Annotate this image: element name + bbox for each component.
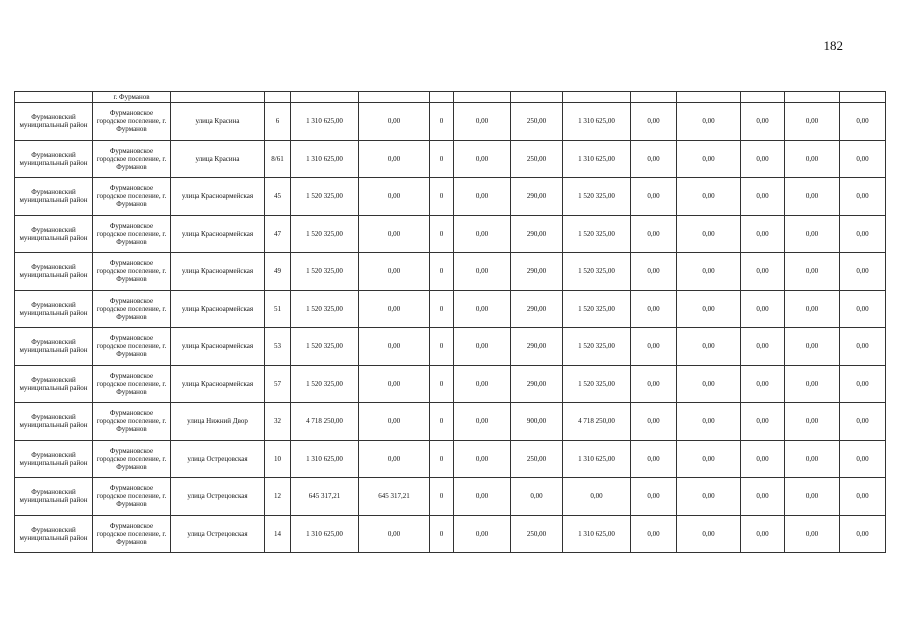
cell-c3: 0 — [430, 215, 454, 253]
cell-c8: 0,00 — [677, 328, 741, 366]
cell-street: улица Красноармейская — [171, 215, 265, 253]
cell-c3: 0 — [430, 290, 454, 328]
cell-c4: 0,00 — [454, 178, 511, 216]
table-row — [15, 215, 886, 253]
cell-street: улица Красноармейская — [171, 328, 265, 366]
cell-c3: 0 — [430, 478, 454, 516]
cell-c10: 0,00 — [785, 178, 840, 216]
cell-c10: 0,00 — [785, 253, 840, 291]
register-table — [14, 91, 886, 553]
cell-settlement: Фурмановское городское поселение, г. Фурманов — [93, 440, 171, 478]
cell-c5: 290,00 — [511, 328, 563, 366]
cell-district: Фурмановский муниципальный район — [15, 365, 93, 403]
cell-c10: 0,00 — [785, 365, 840, 403]
cell-c7: 0,00 — [631, 365, 677, 403]
cell-street: улица Нижний Двор — [171, 403, 265, 441]
cell-settlement: Фурмановское городское поселение, г. Фурманов — [93, 215, 171, 253]
table-row — [15, 440, 886, 478]
cell-c8: 0,00 — [677, 440, 741, 478]
cell-district: Фурмановский муниципальный район — [15, 178, 93, 216]
cell-c3: 0 — [430, 103, 454, 141]
cell-district: Фурмановский муниципальный район — [15, 403, 93, 441]
cell-street: улица Красина — [171, 103, 265, 141]
cell-c8: 0,00 — [677, 515, 741, 553]
cell-c6: 1 310 625,00 — [563, 440, 631, 478]
cell-c4: 0,00 — [454, 253, 511, 291]
cell-c4: 0,00 — [454, 103, 511, 141]
cell-c5: 250,00 — [511, 515, 563, 553]
cell-c9: 0,00 — [741, 290, 785, 328]
cell-settlement: Фурмановское городское поселение, г. Фурманов — [93, 365, 171, 403]
cell-c10: 0,00 — [785, 103, 840, 141]
cell-c11: 0,00 — [840, 215, 886, 253]
cell-settlement: Фурмановское городское поселение, г. Фурманов — [93, 403, 171, 441]
cell-district: Фурмановский муниципальный район — [15, 478, 93, 516]
cell-house: 53 — [265, 328, 291, 366]
cell-c11: 0,00 — [840, 515, 886, 553]
cell-settlement: Фурмановское городское поселение, г. Фурманов — [93, 103, 171, 141]
cell-c6: 1 520 325,00 — [563, 365, 631, 403]
cell-c3: 0 — [430, 440, 454, 478]
cell-empty — [15, 92, 93, 103]
cell-settlement: Фурмановское городское поселение, г. Фурманов — [93, 253, 171, 291]
cell-c8: 0,00 — [677, 403, 741, 441]
cell-house: 6 — [265, 103, 291, 141]
cell-c9: 0,00 — [741, 215, 785, 253]
cell-c5: 290,00 — [511, 365, 563, 403]
cell-c2: 0,00 — [359, 440, 430, 478]
cell-c10: 0,00 — [785, 403, 840, 441]
cell-c5: 290,00 — [511, 178, 563, 216]
cell-c3: 0 — [430, 140, 454, 178]
table-row — [15, 178, 886, 216]
cell-street: улица Красноармейская — [171, 365, 265, 403]
cell-c2: 0,00 — [359, 178, 430, 216]
cell-c2: 0,00 — [359, 328, 430, 366]
cell-c10: 0,00 — [785, 328, 840, 366]
cell-c7: 0,00 — [631, 403, 677, 441]
table-row — [15, 515, 886, 553]
cell-c10: 0,00 — [785, 140, 840, 178]
cell-c5: 290,00 — [511, 215, 563, 253]
page-number: 182 — [823, 38, 843, 53]
cell-street: улица Острецовская — [171, 515, 265, 553]
cell-house: 47 — [265, 215, 291, 253]
table-row — [15, 328, 886, 366]
cell-c2: 0,00 — [359, 403, 430, 441]
cell-house: 49 — [265, 253, 291, 291]
cell-c5: 290,00 — [511, 290, 563, 328]
cell-c2: 0,00 — [359, 515, 430, 553]
cell-c4: 0,00 — [454, 515, 511, 553]
cell-c1: 645 317,21 — [291, 478, 359, 516]
cell-c10: 0,00 — [785, 215, 840, 253]
cell-district: Фурмановский муниципальный район — [15, 140, 93, 178]
cell-c11: 0,00 — [840, 478, 886, 516]
cell-c10: 0,00 — [785, 290, 840, 328]
cell-district: Фурмановский муниципальный район — [15, 515, 93, 553]
cell-c2: 0,00 — [359, 365, 430, 403]
cell-c7: 0,00 — [631, 515, 677, 553]
cell-c6: 1 520 325,00 — [563, 178, 631, 216]
cell-district: Фурмановский муниципальный район — [15, 253, 93, 291]
cell-settlement: Фурмановское городское поселение, г. Фурманов — [93, 515, 171, 553]
cell-district: Фурмановский муниципальный район — [15, 103, 93, 141]
cell-c7: 0,00 — [631, 290, 677, 328]
table-body — [15, 92, 886, 553]
cell-c2: 0,00 — [359, 140, 430, 178]
cell-c11: 0,00 — [840, 365, 886, 403]
cell-street: улица Острецовская — [171, 478, 265, 516]
table-row — [15, 103, 886, 141]
cell-c6: 1 310 625,00 — [563, 103, 631, 141]
cell-c1: 1 310 625,00 — [291, 515, 359, 553]
cell-street: улица Острецовская — [171, 440, 265, 478]
cell-c5: 250,00 — [511, 103, 563, 141]
cell-house: 57 — [265, 365, 291, 403]
cell-house: 10 — [265, 440, 291, 478]
cell-c3: 0 — [430, 403, 454, 441]
cell-c1: 1 310 625,00 — [291, 103, 359, 141]
cell-c6: 1 310 625,00 — [563, 515, 631, 553]
table-row — [15, 253, 886, 291]
cell-settlement: г. Фурманов — [93, 92, 171, 103]
cell-house: 14 — [265, 515, 291, 553]
cell-house: 8/61 — [265, 140, 291, 178]
cell-c10: 0,00 — [785, 440, 840, 478]
cell-c4: 0,00 — [454, 290, 511, 328]
cell-c2: 645 317,21 — [359, 478, 430, 516]
cell-c4: 0,00 — [454, 403, 511, 441]
cell-c8: 0,00 — [677, 103, 741, 141]
cell-district: Фурмановский муниципальный район — [15, 440, 93, 478]
cell-c3: 0 — [430, 253, 454, 291]
cell-c1: 1 310 625,00 — [291, 440, 359, 478]
cell-c8: 0,00 — [677, 290, 741, 328]
cell-c6: 1 310 625,00 — [563, 140, 631, 178]
cell-c2: 0,00 — [359, 103, 430, 141]
cell-c10: 0,00 — [785, 478, 840, 516]
cell-c4: 0,00 — [454, 215, 511, 253]
cell-c11: 0,00 — [840, 403, 886, 441]
cell-c4: 0,00 — [454, 328, 511, 366]
cell-c1: 1 520 325,00 — [291, 178, 359, 216]
table-row — [15, 140, 886, 178]
cell-c9: 0,00 — [741, 103, 785, 141]
cell-c5: 250,00 — [511, 140, 563, 178]
cell-c6: 1 520 325,00 — [563, 215, 631, 253]
table-row — [15, 478, 886, 516]
cell-street: улица Красина — [171, 140, 265, 178]
cell-c6: 0,00 — [563, 478, 631, 516]
cell-street: улица Красноармейская — [171, 178, 265, 216]
cell-house: 32 — [265, 403, 291, 441]
cell-c7: 0,00 — [631, 103, 677, 141]
cell-c9: 0,00 — [741, 253, 785, 291]
cell-c6: 1 520 325,00 — [563, 290, 631, 328]
cell-settlement: Фурмановское городское поселение, г. Фурманов — [93, 478, 171, 516]
cell-c11: 0,00 — [840, 178, 886, 216]
cell-c5: 900,00 — [511, 403, 563, 441]
cell-settlement: Фурмановское городское поселение, г. Фурманов — [93, 290, 171, 328]
cell-c11: 0,00 — [840, 290, 886, 328]
cell-c8: 0,00 — [677, 140, 741, 178]
cell-c3: 0 — [430, 515, 454, 553]
cell-c8: 0,00 — [677, 365, 741, 403]
cell-c1: 1 520 325,00 — [291, 365, 359, 403]
cell-district: Фурмановский муниципальный район — [15, 328, 93, 366]
cell-c2: 0,00 — [359, 253, 430, 291]
cell-c9: 0,00 — [741, 178, 785, 216]
cell-c8: 0,00 — [677, 215, 741, 253]
cell-district: Фурмановский муниципальный район — [15, 215, 93, 253]
cell-c8: 0,00 — [677, 478, 741, 516]
cell-c9: 0,00 — [741, 515, 785, 553]
cell-c3: 0 — [430, 178, 454, 216]
cell-c9: 0,00 — [741, 365, 785, 403]
cell-c1: 1 520 325,00 — [291, 290, 359, 328]
cell-c7: 0,00 — [631, 215, 677, 253]
cell-c9: 0,00 — [741, 478, 785, 516]
table-row-continued — [15, 92, 886, 103]
cell-settlement: Фурмановское городское поселение, г. Фурманов — [93, 328, 171, 366]
cell-settlement: Фурмановское городское поселение, г. Фурманов — [93, 140, 171, 178]
cell-c7: 0,00 — [631, 253, 677, 291]
cell-c5: 290,00 — [511, 253, 563, 291]
cell-c10: 0,00 — [785, 515, 840, 553]
table-row — [15, 365, 886, 403]
cell-street: улица Красноармейская — [171, 253, 265, 291]
cell-c1: 1 520 325,00 — [291, 253, 359, 291]
cell-c11: 0,00 — [840, 140, 886, 178]
cell-c7: 0,00 — [631, 478, 677, 516]
cell-house: 51 — [265, 290, 291, 328]
cell-c5: 0,00 — [511, 478, 563, 516]
cell-c1: 4 718 250,00 — [291, 403, 359, 441]
cell-c1: 1 520 325,00 — [291, 215, 359, 253]
cell-c2: 0,00 — [359, 290, 430, 328]
cell-c7: 0,00 — [631, 140, 677, 178]
cell-settlement: Фурмановское городское поселение, г. Фурманов — [93, 178, 171, 216]
cell-house: 12 — [265, 478, 291, 516]
cell-c8: 0,00 — [677, 178, 741, 216]
cell-c7: 0,00 — [631, 178, 677, 216]
cell-c3: 0 — [430, 365, 454, 403]
cell-c4: 0,00 — [454, 140, 511, 178]
cell-district: Фурмановский муниципальный район — [15, 290, 93, 328]
cell-c11: 0,00 — [840, 440, 886, 478]
cell-c4: 0,00 — [454, 440, 511, 478]
cell-c11: 0,00 — [840, 103, 886, 141]
cell-c9: 0,00 — [741, 440, 785, 478]
cell-house: 45 — [265, 178, 291, 216]
cell-c1: 1 310 625,00 — [291, 140, 359, 178]
cell-c8: 0,00 — [677, 253, 741, 291]
cell-c7: 0,00 — [631, 328, 677, 366]
cell-c9: 0,00 — [741, 328, 785, 366]
cell-c6: 1 520 325,00 — [563, 253, 631, 291]
table-row — [15, 290, 886, 328]
cell-c4: 0,00 — [454, 478, 511, 516]
cell-c3: 0 — [430, 328, 454, 366]
cell-c6: 1 520 325,00 — [563, 328, 631, 366]
cell-c2: 0,00 — [359, 215, 430, 253]
cell-c11: 0,00 — [840, 328, 886, 366]
cell-c4: 0,00 — [454, 365, 511, 403]
cell-c9: 0,00 — [741, 140, 785, 178]
cell-c6: 4 718 250,00 — [563, 403, 631, 441]
cell-c11: 0,00 — [840, 253, 886, 291]
cell-c7: 0,00 — [631, 440, 677, 478]
cell-c1: 1 520 325,00 — [291, 328, 359, 366]
cell-c5: 250,00 — [511, 440, 563, 478]
cell-street: улица Красноармейская — [171, 290, 265, 328]
cell-c9: 0,00 — [741, 403, 785, 441]
table-row — [15, 403, 886, 441]
